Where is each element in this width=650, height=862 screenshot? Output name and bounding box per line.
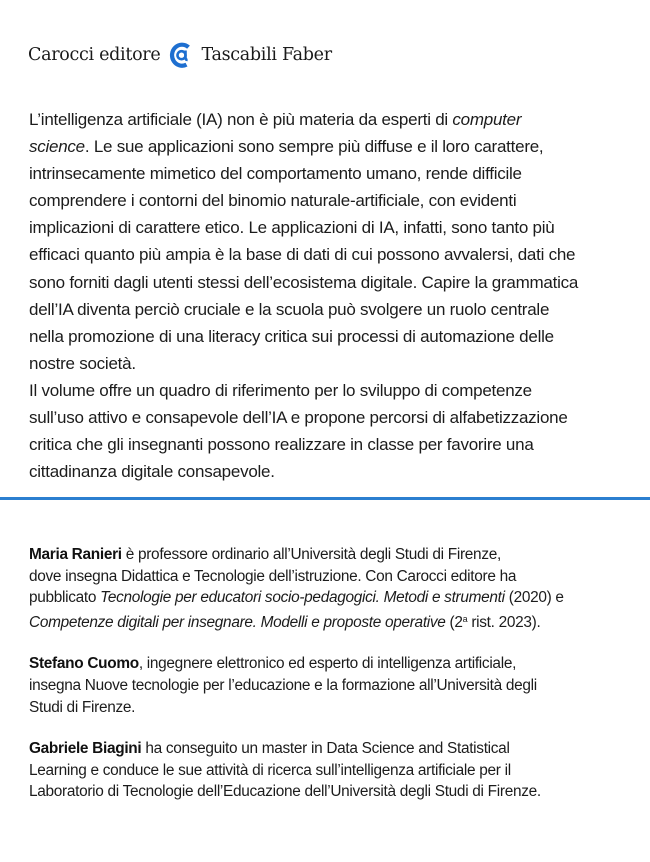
text-run: ha conseguito un master in Data Science and Statistical bbox=[141, 740, 510, 758]
italic-term: science bbox=[29, 137, 85, 157]
author-name: Maria Ranieri bbox=[29, 546, 122, 563]
blurb-line: nella promozione di una literacy critica sui processi di automazione delle bbox=[29, 326, 554, 346]
author-bios bbox=[29, 544, 634, 823]
blurb-line: sull’uso attivo e consapevole dell’IA e propone percorsi di alfabetizzazione bbox=[29, 408, 568, 428]
text-run: (2 bbox=[445, 613, 463, 631]
bio-line bbox=[29, 544, 634, 566]
at-sign-logo-icon bbox=[169, 42, 193, 68]
publisher-header bbox=[28, 42, 332, 68]
bio-line: Studi di Firenze. bbox=[29, 698, 136, 716]
bio-line bbox=[29, 653, 634, 675]
series-name: Tascabili Faber bbox=[201, 45, 332, 65]
blurb-line: critica che gli insegnanti possono realizzare in classe per favorire una bbox=[29, 435, 534, 455]
blurb-line: comprendere i contorni del binomio naturale-artificiale, con evidenti bbox=[29, 191, 517, 211]
blurb-line bbox=[29, 106, 629, 133]
author-name: Stefano Cuomo bbox=[29, 655, 139, 673]
italic-term: computer bbox=[452, 110, 522, 129]
blurb-line: cittadinanza digitale consapevole. bbox=[29, 462, 275, 482]
bio-line: Learning e conduce le sue attività di ricerca sull’intelligenza artificiale per il bbox=[29, 761, 511, 779]
section-divider bbox=[0, 497, 650, 500]
text-run: (2020) e bbox=[504, 589, 564, 607]
author-bio-ranieri bbox=[29, 544, 634, 633]
blurb-paragraph bbox=[29, 106, 629, 485]
book-blurb bbox=[29, 106, 629, 485]
author-bio-biagini bbox=[29, 738, 634, 803]
bio-line bbox=[29, 738, 634, 760]
text-run: è professore ordinario all’Università degli Studi di Firenze, bbox=[121, 546, 501, 563]
text-run: , ingegnere elettronico ed esperto di intelligenza artificiale, bbox=[138, 655, 517, 673]
blurb-line: nostre società. bbox=[29, 353, 136, 373]
bio-line bbox=[29, 609, 634, 634]
author-name: Gabriele Biagini bbox=[29, 740, 142, 758]
blurb-line: dell’IA diventa perciò cruciale e la scuola può svolgere un ruolo centrale bbox=[29, 299, 550, 319]
blurb-line: sono forniti dagli utenti stessi dell’ecosistema digitale. Capire la grammatica bbox=[29, 272, 579, 292]
author-bio-cuomo bbox=[29, 653, 634, 718]
book-title: Competenze digitali per insegnare. Modelli e proposte operative bbox=[29, 613, 446, 631]
bio-line bbox=[29, 587, 634, 609]
text-run: L’intelligenza artificiale (IA) non è più materia da esperti di bbox=[29, 110, 453, 129]
bio-line: dove insegna Didattica e Tecnologie dell’istruzione. Con Carocci editore ha bbox=[29, 567, 517, 585]
publisher-name: Carocci editore bbox=[28, 45, 161, 65]
bio-line: insegna Nuove tecnologie per l’educazione e la formazione all’Università degli bbox=[29, 676, 537, 694]
book-title: Tecnologie per educatori socio-pedagogici. Metodi e strumenti bbox=[100, 589, 505, 607]
text-run: pubblicato bbox=[29, 589, 101, 607]
blurb-line: Il volume offre un quadro di riferimento per lo sviluppo di competenze bbox=[29, 380, 532, 400]
blurb-line: intrinsecamente mimetico del comportamento umano, rende difficile bbox=[29, 164, 522, 184]
blurb-line: efficaci quanto più ampia è la base di dati di cui possono avvalersi, dati che bbox=[29, 245, 576, 265]
ordinal-superscript: a bbox=[462, 613, 468, 624]
text-run: . Le sue applicazioni sono sempre più diffuse e il loro carattere, bbox=[84, 137, 544, 157]
blurb-line bbox=[29, 133, 629, 160]
bio-line: Laboratorio di Tecnologie dell’Educazione dell’Università degli Studi di Firenze. bbox=[29, 783, 541, 801]
text-run: rist. 2023). bbox=[467, 613, 541, 631]
blurb-line: implicazioni di carattere etico. Le applicazioni di IA, infatti, sono tanto più bbox=[29, 218, 555, 238]
